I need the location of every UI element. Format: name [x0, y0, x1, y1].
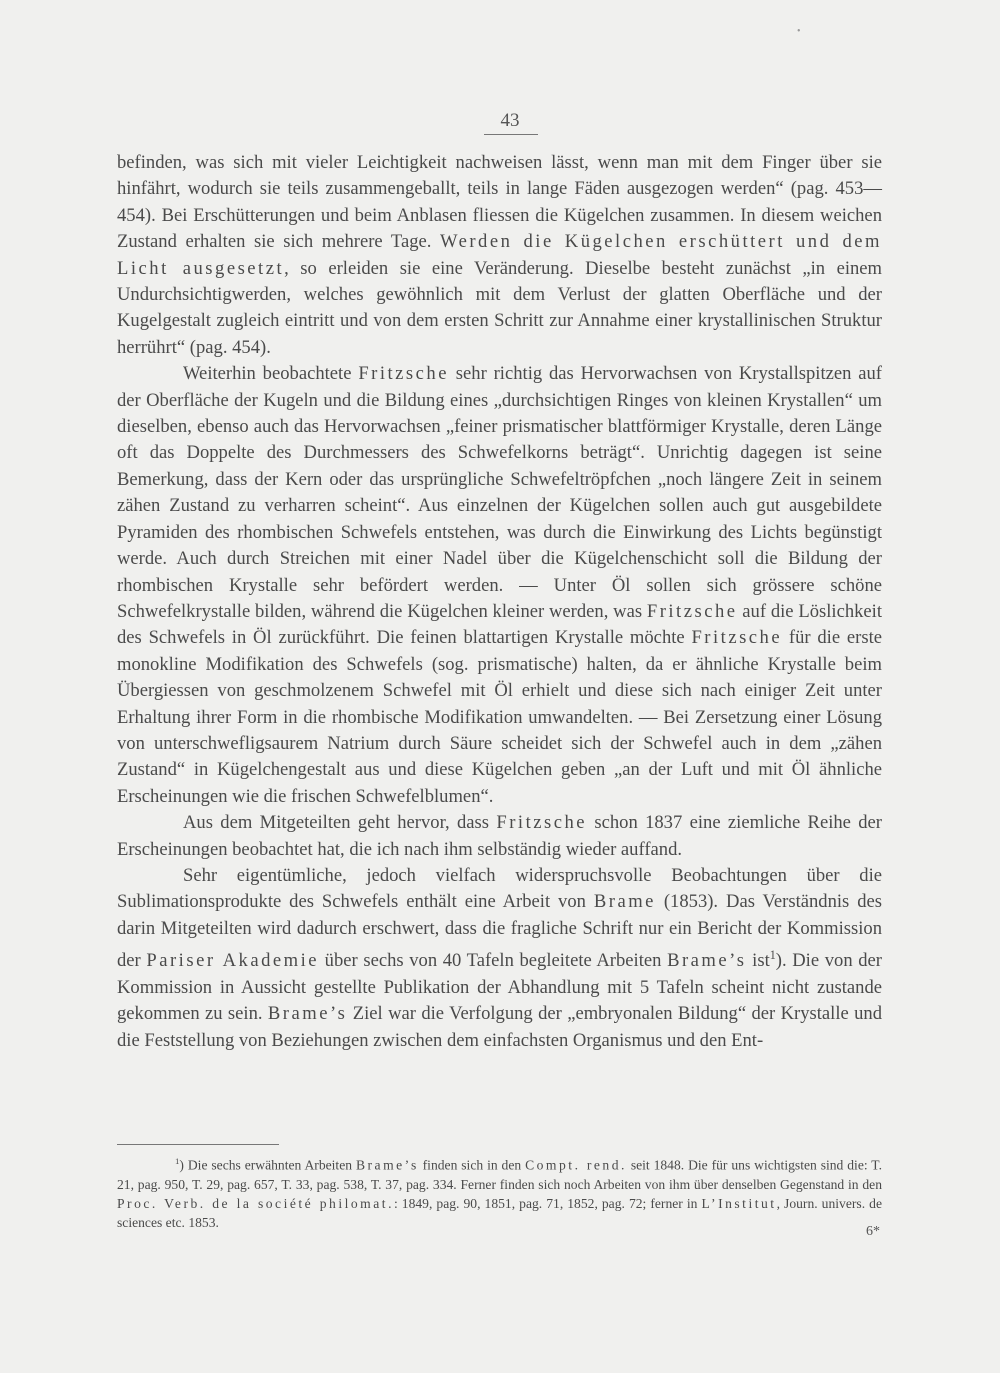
text-run: Sehr eigentümliche, jedoch vielfach widerspruchsvolle Beobachtungen über die Sublimationsprodukte des Schwefels enthält eine Arbeit von — [117, 864, 882, 913]
emphasized-name: Compt. rend. — [525, 1157, 627, 1173]
sheet-signature-mark: 6* — [866, 1224, 880, 1239]
page-number-rule — [484, 134, 538, 135]
emphasized-name: Brame — [593, 891, 656, 913]
emphasized-name: Fritzsche — [496, 812, 588, 834]
text-run: , so erleiden sie eine Veränderung. Dieselbe besteht zunächst „in einem Undurchsichtigwerden, welches gewöhnlich mit dem Verlust der glatten Oberfläche und der Kugelgestalt zugleich eintritt und von dem ersten Schritt zur Annahme einer krystallinischen Struktur herrührt“ (pag. 454). — [117, 257, 883, 358]
text-run: über sechs von 40 Tafeln begleitete Arbeiten — [319, 950, 668, 972]
emphasized-name: Fritzsche — [358, 363, 449, 385]
paragraph-3 — [117, 810, 882, 863]
text-run: seit 1848. Die für uns wichtigsten sind die: T. 21, pag. 950, T. 29, pag. 657, T. 33, pag. 538, T. 37, pag. 334. Ferner finden sich noch Arbeiten von ihm über denselben Gegenstand in den — [117, 1157, 882, 1192]
text-run: Aus dem Mitgeteilten geht hervor, dass — [183, 812, 497, 834]
paragraph-2 — [117, 361, 882, 810]
text-run: für die erste monokline Modifikation des Schwefels (sog. prismatische) halten, da er ähnliche Krystalle beim Übergiessen von geschmolzenem Schwefel mit Öl erhielt und diese sich nach einiger Zeit unter Erhaltung ihrer Form in die rhombische Modifikation umwandelten. — Bei Zersetzung einer Lösung von unterschwefligsaurem Natrium durch Säure scheidet sich der Schwefel auch in dem „zähen Zustand“ in Kügelchengestalt aus und diese Kügelchen geben „an der Luft und mit Öl ähnliche Erscheinungen wie die frischen Schwefelblumen“. — [117, 627, 882, 807]
text-run: (1853). Das Verständnis des darin Mitgeteilten wird dadurch erschwert, dass die fragliche Schrift nur ein Bericht der Kommission der — [117, 891, 882, 972]
text-run: ist — [746, 950, 770, 972]
footnote-text — [117, 1152, 882, 1232]
footnote-marker: 1 — [769, 948, 776, 963]
footnote-marker: 1 — [175, 1156, 180, 1166]
text-run: sehr richtig das Hervorwachsen von Krystallspitzen auf der Oberfläche der Kugeln und die Bildung eines „durchsichtigen Ringes von kleinen Krystallen“ um dieselben, ebenso auch das Hervorwachsen „feiner prismatischer blattförmiger Krystalle, deren Länge oft das Doppelte des Durchmessers des Schwefelkorns beträgt“. Unrichtig dagegen ist seine Bemerkung, dass der Kern oder das ursprüngliche Schwefeltröpfchen „noch längere Zeit in seinem zähen Zustand zu verharren scheint“. Aus einzelnen der Kügelchen sollen auch gut ausgebildete Pyramiden des rhombischen Schwefels entstehen, was durch die Einwirkung des Lichts begünstigt werde. Auch durch Streichen mit einer Nadel über die Kügelchenschicht soll die Bildung der rhombischen Krystalle sehr befördert werden. — Unter Öl sollen sich grössere schöne Schwefelkrystalle bilden, während die Kügelchen kleiner werden, was — [117, 363, 882, 622]
emphasized-name: Brame’s — [667, 950, 747, 972]
emphasized-name: Brame’s — [267, 1003, 348, 1025]
text-run: auf die Löslichkeit des Schwefels in Öl zurückführt. Die feinen blattartigen Krystalle möchte — [117, 600, 883, 649]
text-run: schon 1837 eine ziemliche Reihe der Erscheinungen beobachtet hat, die ich nach ihm selbständig wieder auffand. — [117, 812, 882, 860]
paragraph-4 — [117, 863, 882, 1054]
emphasized-name: Werden die Kügelchen erschüttert und dem Licht ausgesetzt — [117, 231, 882, 279]
text-run: finden sich in den — [418, 1157, 526, 1173]
corner-mark: • — [797, 26, 801, 37]
text-run: Weiterhin beobachtete — [183, 363, 359, 385]
emphasized-name: Proc. Verb. de la société philomat. — [117, 1195, 394, 1211]
footnote-rule — [117, 1144, 279, 1145]
emphasized-name: L’Institut — [701, 1195, 777, 1211]
text-run: ) Die sechs erwähnten Arbeiten — [179, 1157, 356, 1173]
emphasized-name: Fritzsche — [646, 600, 738, 622]
text-run: Ziel war die Verfolgung der „embryonalen Bildung“ der Krystalle und die Feststellung von Beziehungen zwischen dem einfachsten Organismus und den Ent- — [117, 1003, 882, 1051]
text-run: , Journ. univers. de sciences etc. 1853. — [117, 1195, 882, 1230]
emphasized-name: Pariser Akademie — [146, 950, 320, 972]
paragraph-1 — [117, 150, 882, 361]
body-text — [117, 150, 882, 1054]
text-run: befinden, was sich mit vieler Leichtigkeit nachweisen lässt, wenn man mit dem Finger über sie hinfährt, wodurch sie teils zusammengeballt, teils in lange Fäden ausgezogen werden“ (pag. 453—454). Bei Erschütterungen und beim Anblasen fliessen die Kügelchen zusammen. In diesem weichen Zustand erhalten sie sich mehrere Tage. — [117, 152, 882, 253]
text-run: : 1849, pag. 90, 1851, pag. 71, 1852, pag. 72; ferner in — [393, 1195, 702, 1211]
page-number: 43 — [500, 110, 520, 131]
text-run: ). Die von der Kommission in Aussicht gestellte Publikation der Abhandlung mit 5 Tafeln scheint nicht zustande gekommen zu sein. — [117, 950, 882, 1025]
emphasized-name: Fritzsche — [691, 627, 783, 649]
emphasized-name: Brame’s — [355, 1157, 419, 1173]
footnote — [117, 1152, 882, 1232]
